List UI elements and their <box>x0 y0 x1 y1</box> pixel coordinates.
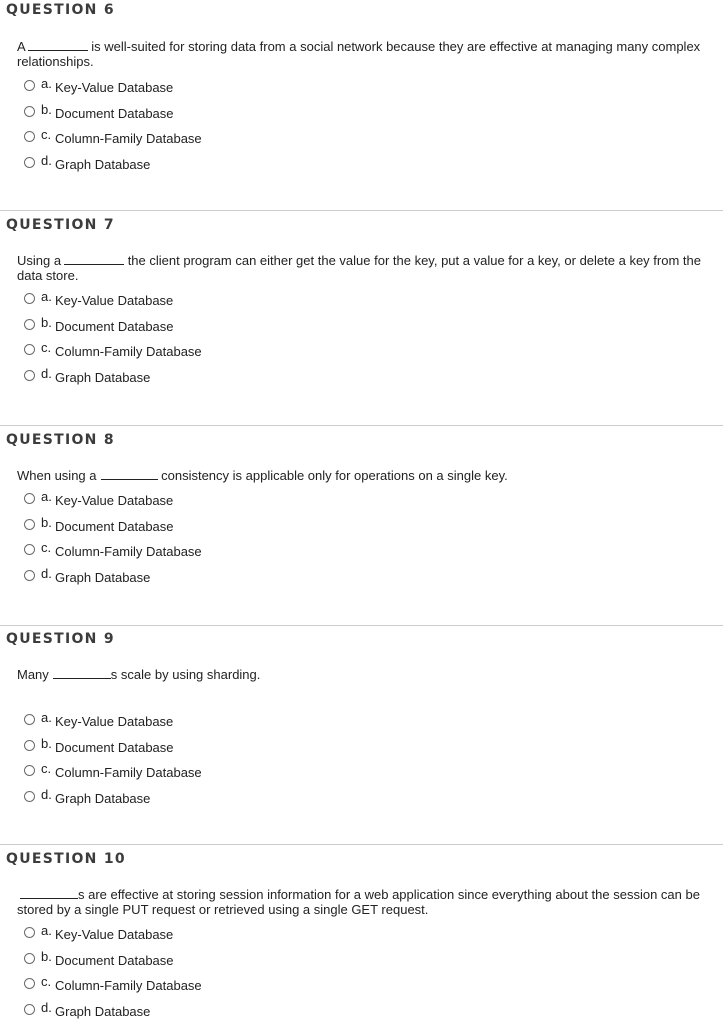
radio-button[interactable] <box>24 765 35 776</box>
question-heading: QUESTION 9 <box>6 631 115 647</box>
option-label[interactable]: Key-Value Database <box>55 493 174 508</box>
option-letter: d. <box>41 365 52 381</box>
question-heading: QUESTION 8 <box>6 432 115 448</box>
answer-blank <box>28 39 88 51</box>
option-label[interactable]: Document Database <box>55 952 174 968</box>
answer-blank <box>101 468 158 480</box>
option-label[interactable]: Document Database <box>55 518 174 534</box>
option-label[interactable]: Column-Family Database <box>55 978 202 994</box>
radio-button[interactable] <box>24 370 35 381</box>
option-label[interactable]: Key-Value Database <box>55 927 174 942</box>
option-letter: d. <box>41 565 52 581</box>
answer-blank <box>20 887 78 899</box>
prompt-text-after: is well-suited for storing data from a social network because they are effective at managing many complex relationships. <box>17 39 701 69</box>
question-divider <box>0 425 723 426</box>
radio-button[interactable] <box>24 791 35 802</box>
question-heading: QUESTION 6 <box>6 2 115 18</box>
radio-button[interactable] <box>24 344 35 355</box>
radio-button[interactable] <box>24 1004 35 1015</box>
option-letter: c. <box>41 127 52 143</box>
option-letter: a. <box>41 289 52 304</box>
radio-button[interactable] <box>24 80 35 91</box>
option-label[interactable]: Column-Family Database <box>55 344 202 360</box>
question-prompt <box>17 253 717 283</box>
option-letter: a. <box>41 489 52 504</box>
question-heading: QUESTION 7 <box>6 217 115 233</box>
option-letter: a. <box>41 76 52 91</box>
option-letter: a. <box>41 923 52 938</box>
option-letter: b. <box>41 735 52 751</box>
radio-button[interactable] <box>24 570 35 581</box>
question-divider <box>0 625 723 626</box>
radio-button[interactable] <box>24 714 35 725</box>
option-label[interactable]: Key-Value Database <box>55 293 174 308</box>
option-label[interactable]: Graph Database <box>55 156 151 172</box>
radio-button[interactable] <box>24 978 35 989</box>
radio-button[interactable] <box>24 740 35 751</box>
prompt-text-after: consistency is applicable only for operations on a single key. <box>157 468 508 483</box>
question-prompt <box>17 468 717 483</box>
prompt-text-before: Using a <box>17 253 62 268</box>
option-letter: b. <box>41 314 52 330</box>
radio-button[interactable] <box>24 544 35 555</box>
option-label[interactable]: Graph Database <box>55 790 151 806</box>
prompt-text-before: A <box>17 39 26 54</box>
option-letter: c. <box>41 340 52 356</box>
question-prompt <box>17 39 717 69</box>
answer-blank <box>64 253 124 265</box>
option-letter: b. <box>41 514 52 530</box>
option-letter: c. <box>41 540 52 556</box>
prompt-text-after: s are effective at storing session information for a web application since everything about the session can be stored by a single PUT request or retrieved using a single GET request. <box>17 887 700 917</box>
option-label[interactable]: Graph Database <box>55 569 151 585</box>
option-label[interactable]: Column-Family Database <box>55 544 202 560</box>
radio-button[interactable] <box>24 106 35 117</box>
option-letter: d. <box>41 152 52 168</box>
option-letter: a. <box>41 710 52 725</box>
option-label[interactable]: Key-Value Database <box>55 80 174 95</box>
option-label[interactable]: Graph Database <box>55 369 151 385</box>
option-label[interactable]: Document Database <box>55 739 174 755</box>
question-divider <box>0 210 723 211</box>
option-letter: b. <box>41 948 52 964</box>
option-letter: b. <box>41 101 52 117</box>
option-letter: c. <box>41 761 52 777</box>
option-label[interactable]: Key-Value Database <box>55 714 174 729</box>
option-letter: c. <box>41 974 52 990</box>
prompt-text-after: s scale by using sharding. <box>110 667 261 682</box>
radio-button[interactable] <box>24 493 35 504</box>
radio-button[interactable] <box>24 131 35 142</box>
prompt-text-before: Many <box>17 667 49 682</box>
question-heading: QUESTION 10 <box>6 851 126 867</box>
answer-blank <box>53 667 111 679</box>
question-prompt <box>17 887 717 917</box>
option-label[interactable]: Column-Family Database <box>55 765 202 781</box>
radio-button[interactable] <box>24 927 35 938</box>
option-letter: d. <box>41 786 52 802</box>
prompt-text-before: When using a <box>17 468 97 483</box>
radio-button[interactable] <box>24 319 35 330</box>
radio-button[interactable] <box>24 953 35 964</box>
option-label[interactable]: Document Database <box>55 105 174 121</box>
radio-button[interactable] <box>24 293 35 304</box>
radio-button[interactable] <box>24 519 35 530</box>
prompt-text-after: the client program can either get the value for the key, put a value for a key, or delete a key from the data store. <box>17 253 701 283</box>
option-letter: d. <box>41 999 52 1015</box>
radio-button[interactable] <box>24 157 35 168</box>
question-prompt <box>17 667 717 682</box>
question-divider <box>0 844 723 845</box>
option-label[interactable]: Column-Family Database <box>55 131 202 147</box>
option-label[interactable]: Graph Database <box>55 1003 151 1019</box>
option-label[interactable]: Document Database <box>55 318 174 334</box>
